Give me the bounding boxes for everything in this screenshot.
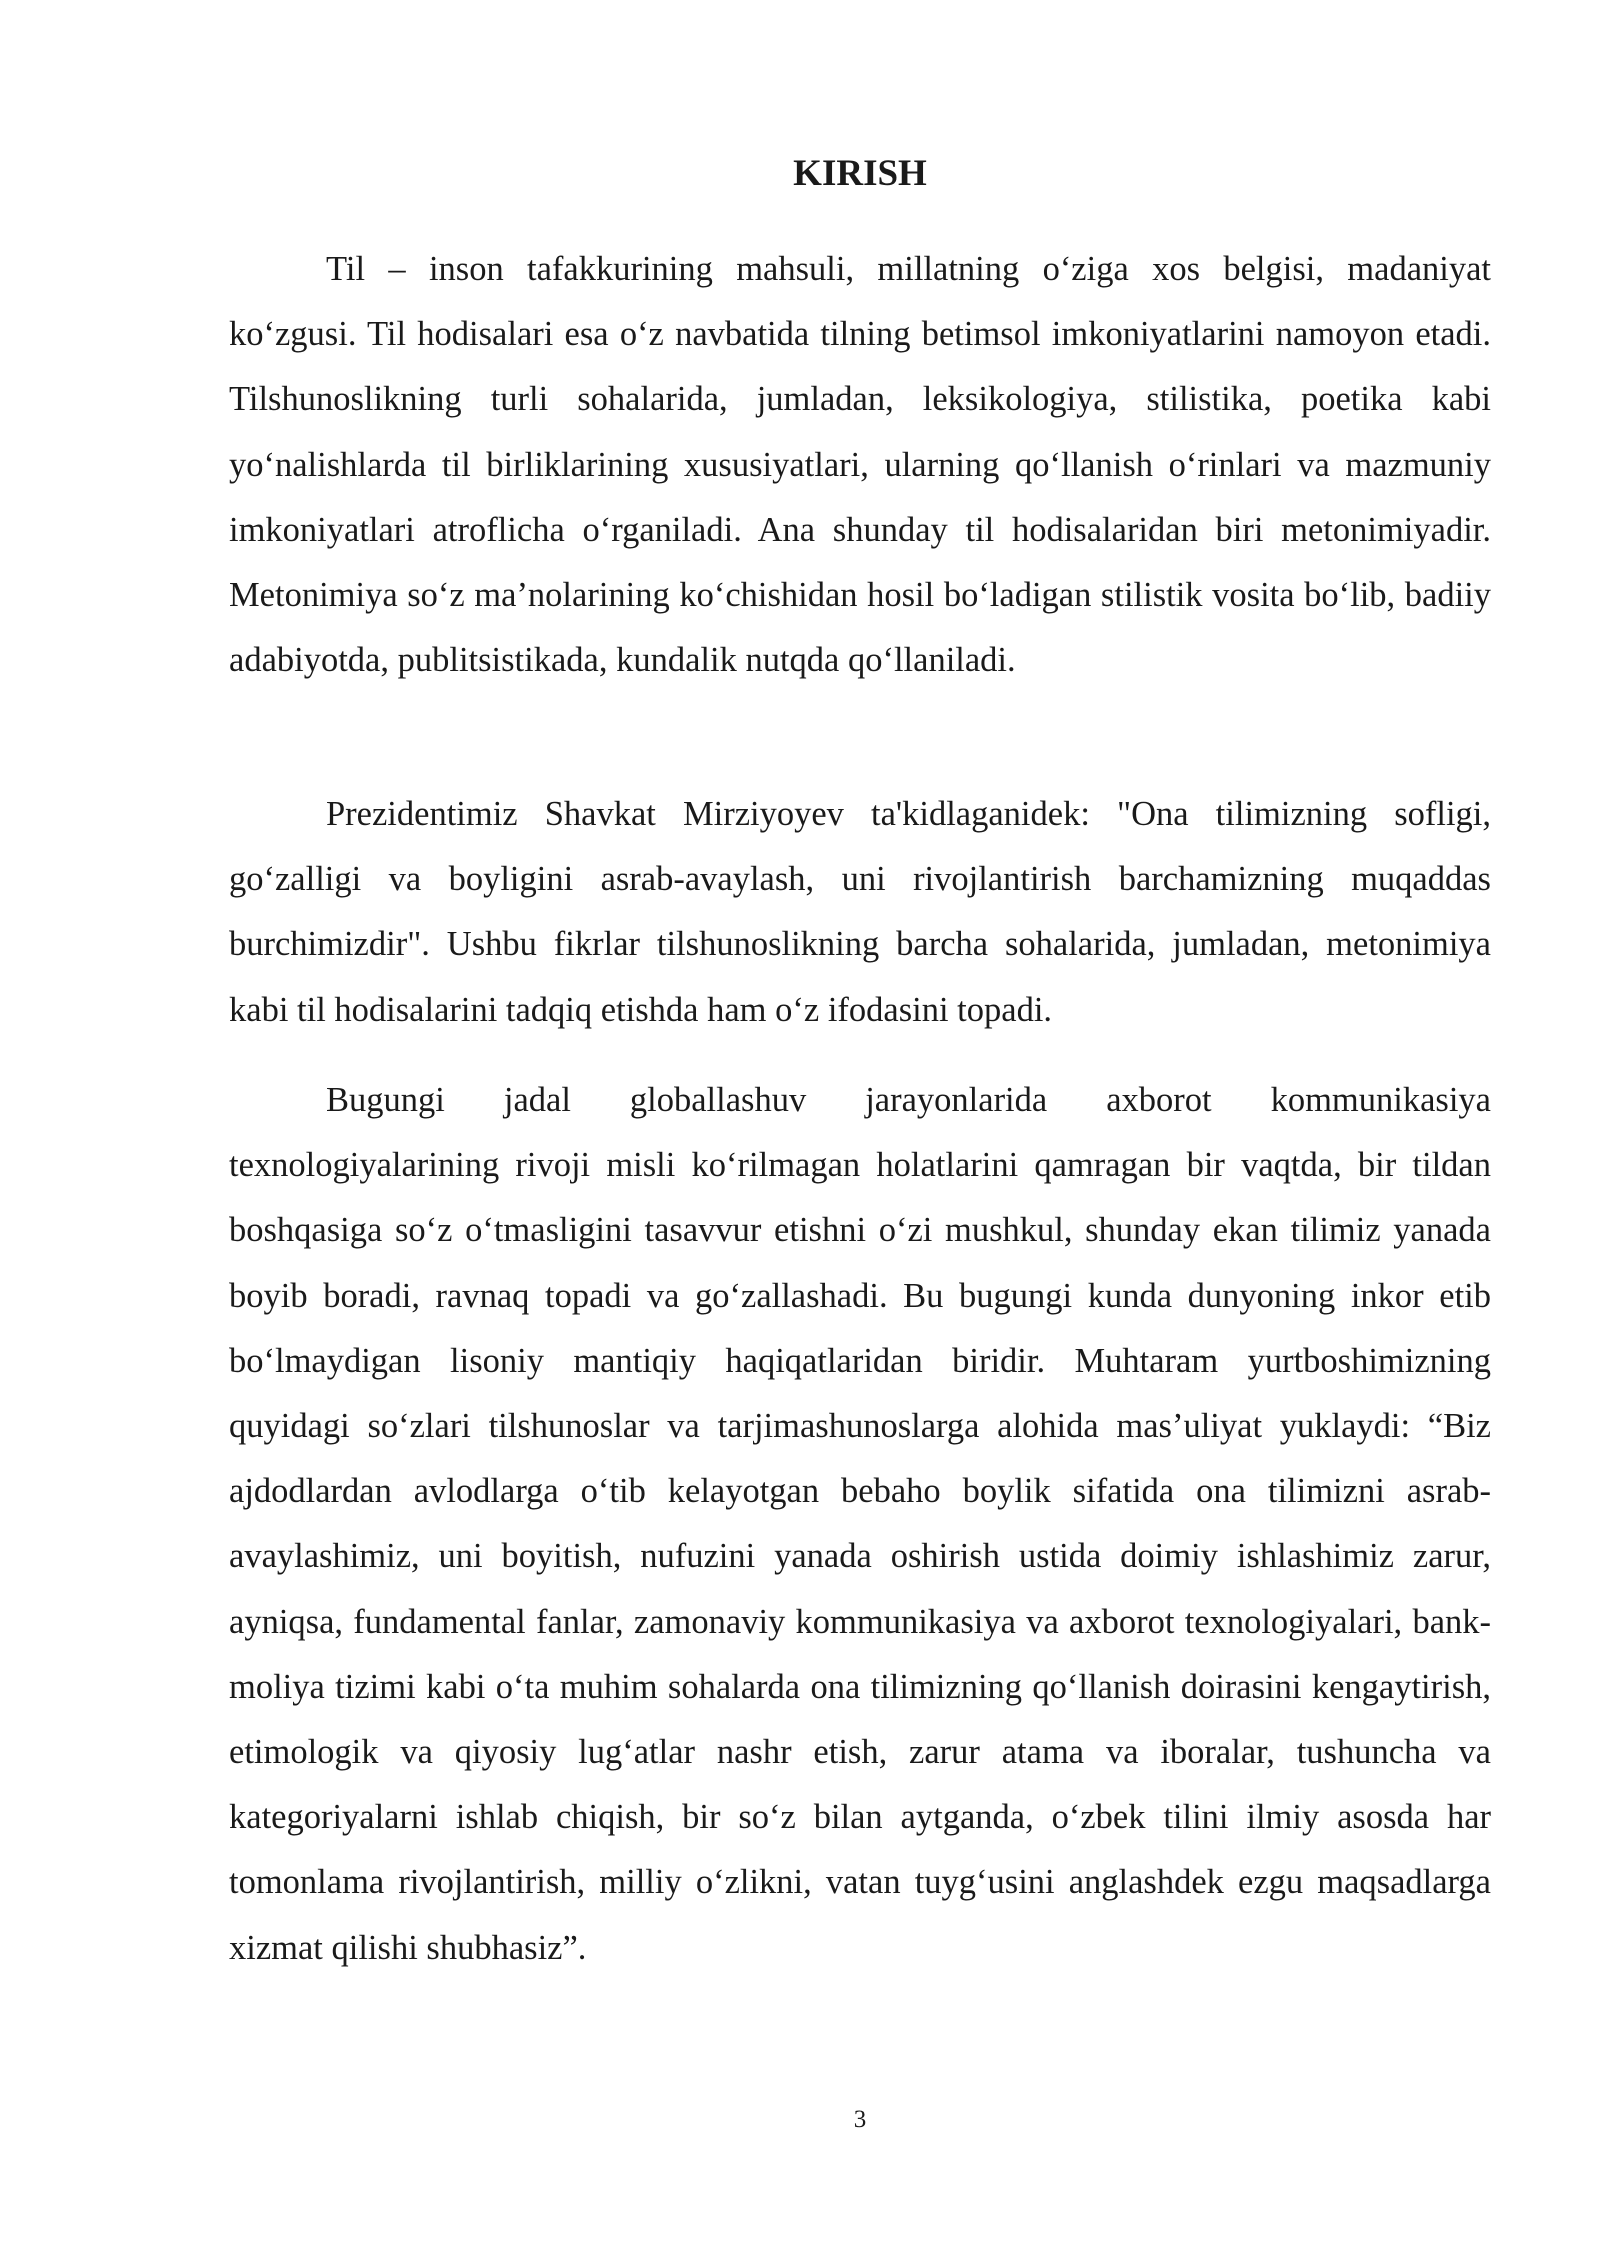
page-title: KIRISH bbox=[793, 153, 927, 194]
page-number: 3 bbox=[853, 2106, 867, 2133]
paragraph-intro: Til – inson tafakkurining mahsuli, millatning o‘ziga xos belgisi, madaniyat ko‘zgusi. Til hodisalari esa o‘z navbatida tilning betimsol imkoniyatlarini namoyon etadi. Tilshunoslikning turli sohalarida, jumladan, leksikologiya, stilistika, poetika kabi yo‘nalishlarda til birliklarining xususiyatlari, ularning qo‘llanish o‘rinlari va mazmuniy imkoniyatlari atroflicha o‘rganiladi. Ana shunday til hodisalaridan biri metonimiyadir. Metonimiya so‘z ma’nolarining ko‘chishidan hosil bo‘ladigan stilistik vosita bo‘lib, badiiy adabiyotda, publitsistikada, kundalik nutqda qo‘llaniladi. bbox=[229, 250, 1491, 680]
document-page bbox=[229, 0, 1491, 2262]
paragraph-president-quote: Prezidentimiz Shavkat Mirziyoyev ta'kidlaganidek: "Ona tilimizning sofligi, go‘zalligi va boyligini asrab-avaylash, uni rivojlantirish barchamizning muqaddas burchimizdir". Ushbu fikrlar tilshunoslikning barcha sohalarida, jumladan, metonimiya kabi til hodisalarini tadqiq etishda ham o‘z ifodasini topadi. bbox=[229, 795, 1491, 1029]
paragraph-globalization: Bugungi jadal globallashuv jarayonlarida axborot kommunikasiya texnologiyalarining rivoji misli ko‘rilmagan holatlarini qamragan bir vaqtda, bir tildan boshqasiga so‘z o‘tmasligini tasavvur etishni o‘zi mushkul, shunday ekan tilimiz yanada boyib boradi, ravnaq topadi va go‘zallashadi. Bu bugungi kunda dunyoning inkor etib bo‘lmaydigan lisoniy mantiqiy haqiqatlaridan biridir. Muhtaram yurtboshimizning quyidagi so‘zlari tilshunoslar va tarjimashunoslarga alohida mas’uliyat yuklaydi: “Biz ajdodlardan avlodlarga o‘tib kelayotgan bebaho boylik sifatida ona tilimizni asrab- avaylashimiz, uni boyitish, nufuzini yanada oshirish ustida doimiy ishlashimiz zarur, ayniqsa, fundamental fanlar, zamonaviy kommunikasiya va axborot texnologiyalari, bank-moliya tizimi kabi o‘ta muhim sohalarda ona tilimizning qo‘llanish doirasini kengaytirish, etimologik va qiyosiy lug‘atlar nashr etish, zarur atama va iboralar, tushuncha va kategoriyalarni ishlab chiqish, bir so‘z bilan aytganda, o‘zbek tilini ilmiy asosda har tomonlama rivojlantirish, milliy o‘zlikni, vatan tuyg‘usini anglashdek ezgu maqsadlarga xizmat qilishi shubhasiz”. bbox=[229, 1081, 1491, 1967]
